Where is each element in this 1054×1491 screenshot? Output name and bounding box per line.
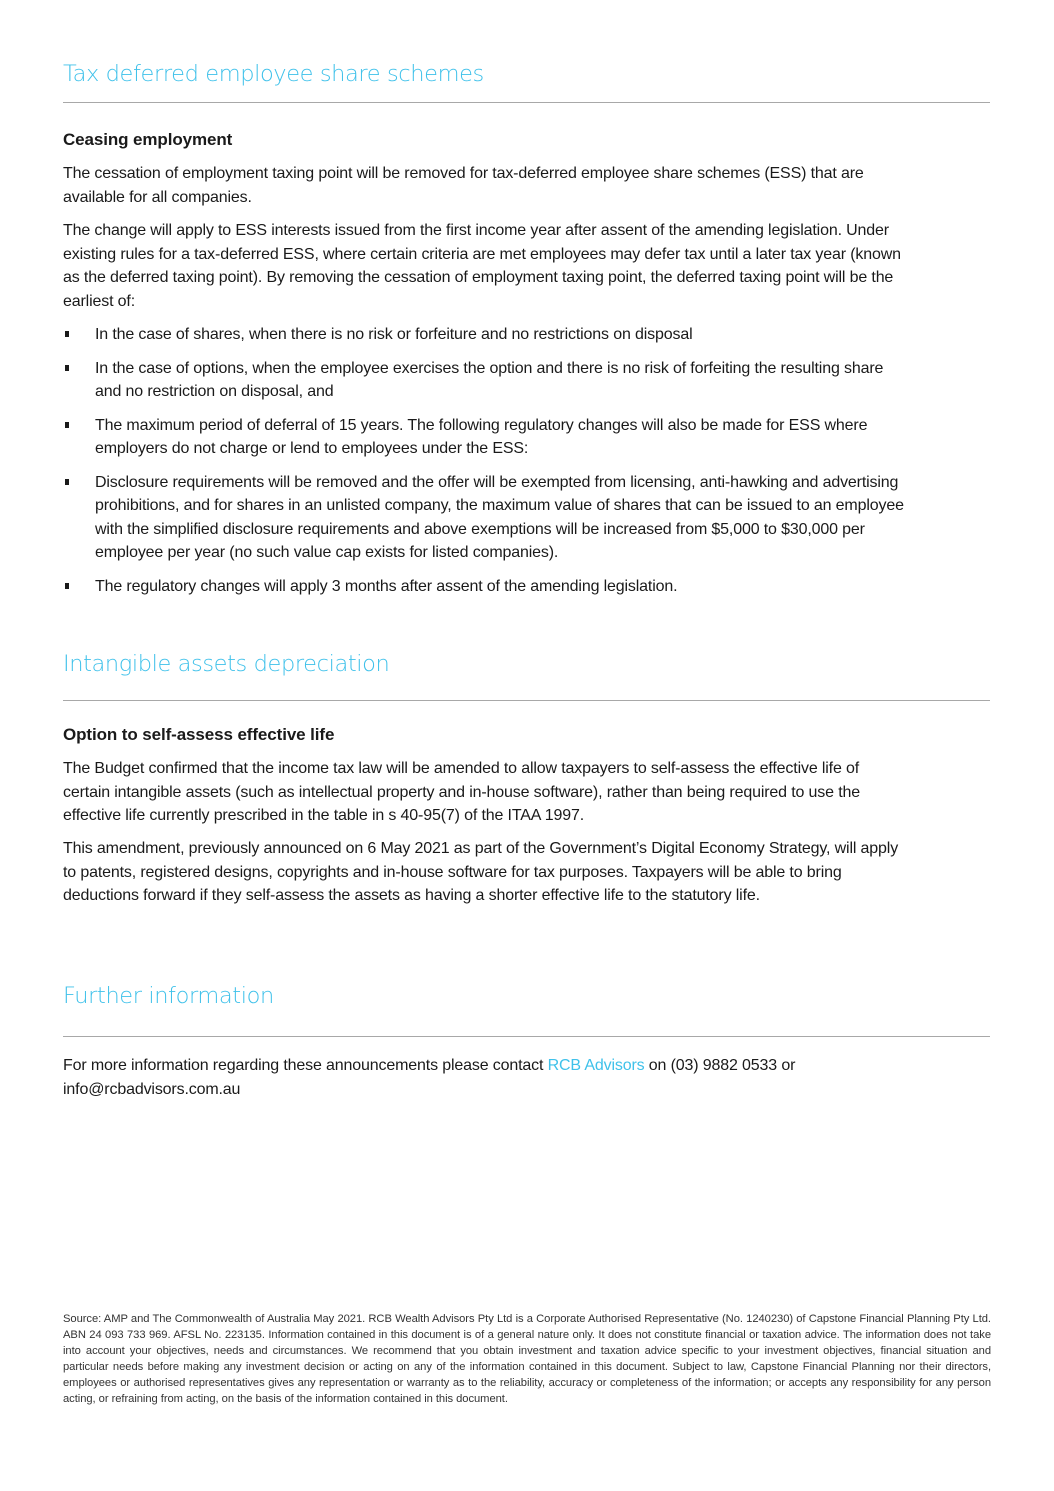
bullet-icon (65, 583, 69, 589)
rcb-advisors-link[interactable]: RCB Advisors (547, 1057, 645, 1074)
paragraph: The change will apply to ESS interests issued from the first income year after assent of the amending legislation. Under existing rules for a tax-deferred ESS, where certain criteria are met employees may defer tax until a later tax year (known as the deferred taxing point). By removing the cessation of employment taxing point, the deferred taxing point will be the earliest of: (63, 222, 901, 310)
contact-paragraph (63, 1054, 893, 1101)
bullet-icon (65, 479, 69, 485)
section-divider (63, 102, 990, 103)
paragraph: The cessation of employment taxing point will be removed for tax-deferred employee share schemes (ESS) that are available for all companies. (63, 165, 864, 206)
bullet-list-deferred-taxing-point (63, 323, 913, 608)
contact-prefix: For more information regarding these announcements please contact (63, 1057, 548, 1074)
paragraph: The Budget confirmed that the income tax law will be amended to allow taxpayers to self-assess the effective life of certain intangible assets (such as intellectual property and in-house software), rather than being required to use the effective life currently prescribed in the table in s 40-95(7) of the ITAA 1997. (63, 760, 860, 824)
disclaimer-footer: Source: AMP and The Commonwealth of Australia May 2021. RCB Wealth Advisors Pty Ltd is a Corporate Authorised Representative (No. 1240230) of Capstone Financial Planning Pty Ltd. ABN 24 093 733 969. AFSL No. 223135. Information contained in this document is of a general nature only. It does not constitute financial or taxation advice. The information does not take into account your objectives, needs and circumstances. We recommend that you obtain investment and taxation advice specific to your investment objectives, financial situation and particular needs before making any investment decision or acting on any of the information contained in this document. Subject to law, Capstone Financial Planning nor their directors, employees or authorised representatives gives any representation or warranty as to the reliability, accuracy or completeness of the information; or accepts any responsibility for any person acting, or refraining from acting, on the basis of the information contained in this document. (63, 1313, 991, 1405)
list-item-text: In the case of shares, when there is no risk or forfeiture and no restrictions on disposal (95, 326, 693, 343)
list-item (63, 357, 913, 404)
list-item-text: The regulatory changes will apply 3 months after assent of the amending legislation. (95, 577, 678, 595)
subheading-ceasing-employment: Ceasing employment (63, 130, 233, 149)
list-item (63, 323, 913, 347)
bullet-icon (65, 365, 69, 371)
section-title-intangible-assets: Intangible assets depreciation (63, 651, 390, 677)
list-item-text: Disclosure requirements will be removed and the offer will be exempted from licensing, anti-hawking and advertising prohibitions, and for shares in an unlisted company, the maximum value of shares that can be issued to an employee with the simplified disclosure requirements and above exemptions will be increased from $5,000 to $30,000 per employee per year (no such value cap exists for listed companies). (95, 473, 904, 561)
section-divider (63, 700, 990, 701)
list-item (63, 471, 913, 565)
section-title-further-information: Further information (63, 983, 274, 1009)
paragraph: This amendment, previously announced on 6 May 2021 as part of the Government’s Digital Economy Strategy, will apply to patents, registered designs, copyrights and in-house software for tax purposes. Taxpayers will be able to bring deductions forward if they self-assess the assets as having a shorter effective life to the statutory life. (63, 840, 899, 904)
list-item (63, 575, 913, 599)
list-item (63, 414, 913, 461)
section-divider (63, 1036, 990, 1037)
contact-suffix: on (03) 9882 0533 or info@rcbadvisors.com.au (63, 1057, 796, 1098)
bullet-icon (65, 422, 69, 428)
list-item-text: In the case of options, when the employee exercises the option and there is no risk of forfeiting the resulting share and no restriction on disposal, and (95, 359, 884, 400)
bullet-icon (65, 331, 69, 337)
list-item-text: The maximum period of deferral of 15 years. The following regulatory changes will also be made for ESS where employers do not charge or lend to employees under the ESS: (95, 416, 868, 457)
section-title-ess: Tax deferred employee share schemes (63, 61, 484, 87)
subheading-self-assess: Option to self-assess effective life (63, 725, 335, 744)
